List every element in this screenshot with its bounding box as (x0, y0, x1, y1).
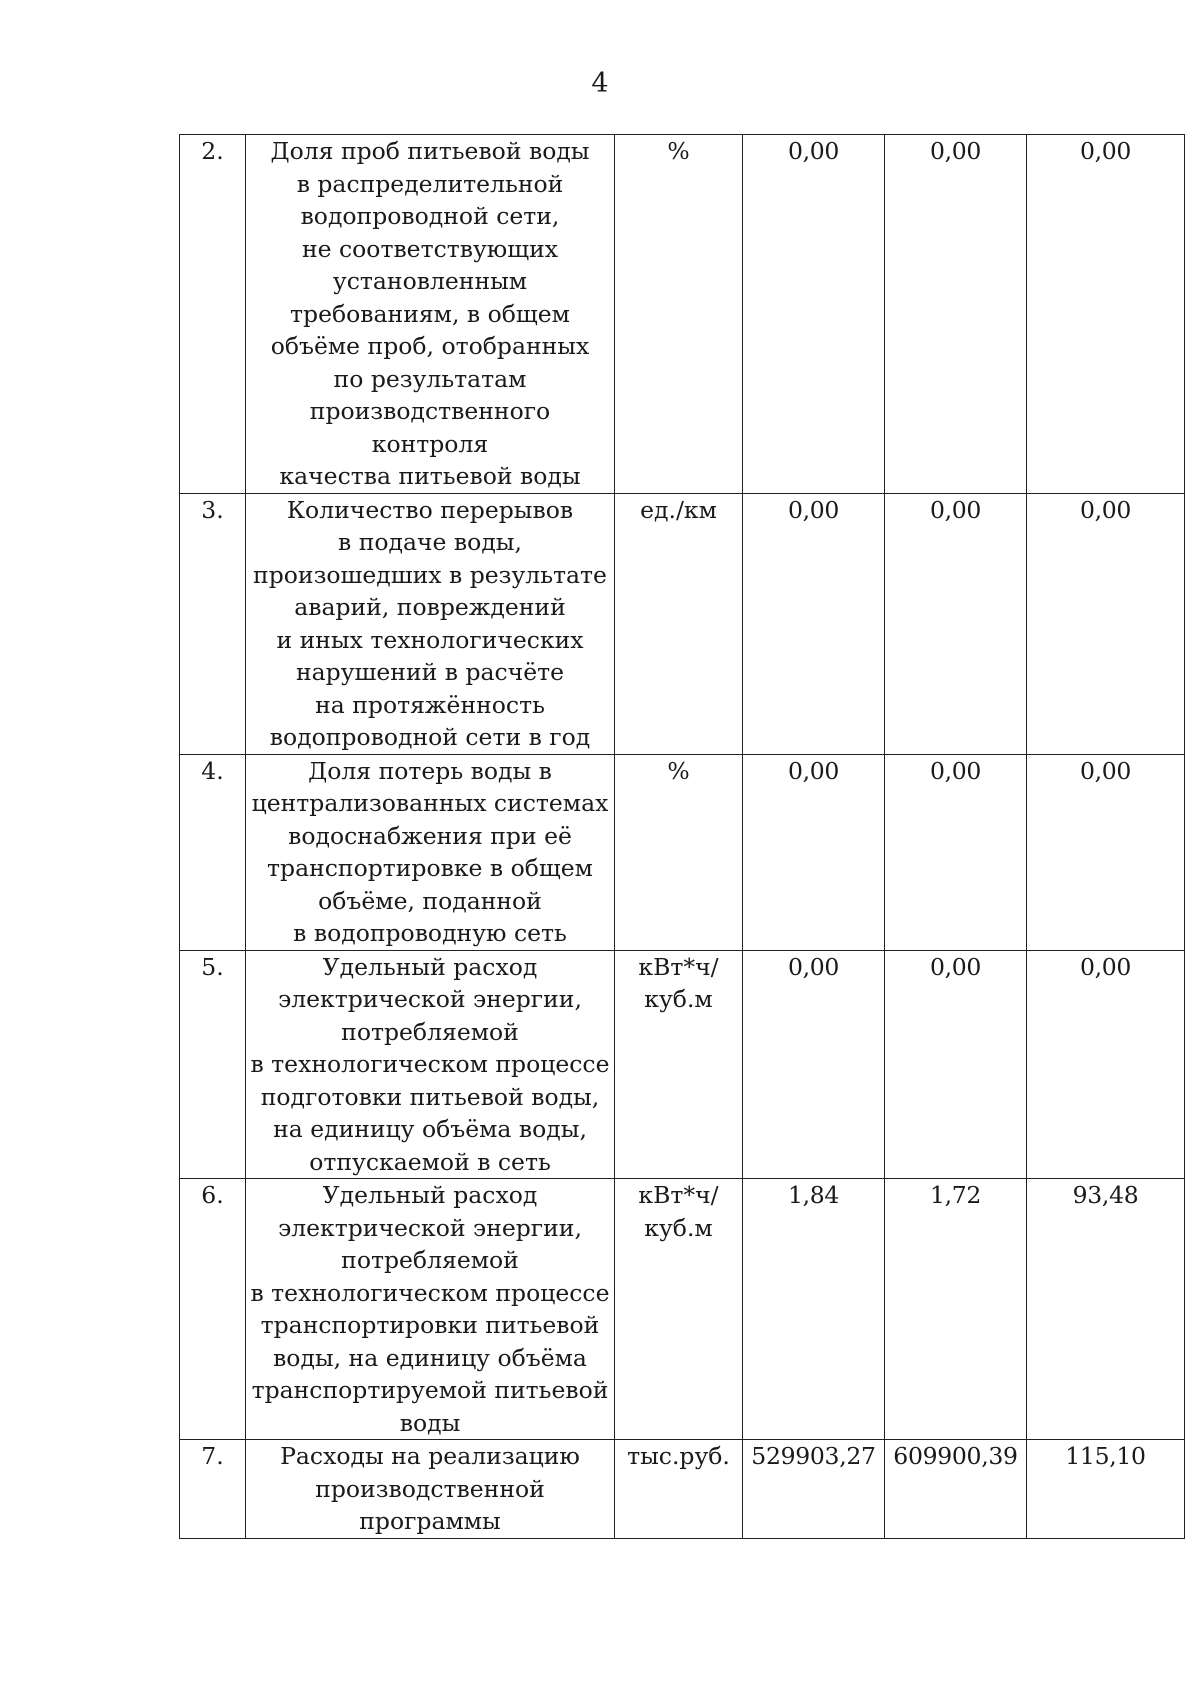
indicator-name: Удельный расход электрической энергии, потребляемой в технологическом процессе подготовки питьевой воды, на единицу объёма воды, отпускаемой в сеть (246, 950, 615, 1179)
unit-cell: % (615, 135, 743, 494)
row-number: 5. (180, 950, 246, 1179)
value-cell-1: 0,00 (743, 754, 885, 950)
row-number: 6. (180, 1179, 246, 1440)
value-cell-2: 0,00 (885, 135, 1027, 494)
value-cell-3: 0,00 (1027, 135, 1185, 494)
table-row (180, 1179, 1185, 1440)
indicator-name: Расходы на реализацию производственной программы (246, 1440, 615, 1539)
value-cell-1: 0,00 (743, 135, 885, 494)
value-cell-3: 0,00 (1027, 754, 1185, 950)
table-row (180, 135, 1185, 494)
value-cell-1: 0,00 (743, 493, 885, 754)
value-cell-2: 609900,39 (885, 1440, 1027, 1539)
row-number: 7. (180, 1440, 246, 1539)
value-cell-3: 0,00 (1027, 950, 1185, 1179)
unit-cell: кВт*ч/ куб.м (615, 950, 743, 1179)
indicator-name: Доля потерь воды в централизованных системах водоснабжения при её транспортировке в общем объёме, поданной в водопроводную сеть (246, 754, 615, 950)
value-cell-1: 529903,27 (743, 1440, 885, 1539)
value-cell-2: 0,00 (885, 493, 1027, 754)
indicator-name: Удельный расход электрической энергии, потребляемой в технологическом процессе транспортировки питьевой воды, на единицу объёма транспортируемой питьевой воды (246, 1179, 615, 1440)
indicator-name: Количество перерывов в подаче воды, произошедших в результате аварий, повреждений и иных технологических нарушений в расчёте на протяжённость водопроводной сети в год (246, 493, 615, 754)
row-number: 2. (180, 135, 246, 494)
value-cell-2: 0,00 (885, 754, 1027, 950)
indicators-table (179, 134, 1185, 1539)
value-cell-3: 0,00 (1027, 493, 1185, 754)
unit-cell: % (615, 754, 743, 950)
indicator-name: Доля проб питьевой воды в распределительной водопроводной сети, не соответствующих установленным требованиям, в общем объёме проб, отобранных по результатам производственного контроля качества питьевой воды (246, 135, 615, 494)
row-number: 3. (180, 493, 246, 754)
table-row (180, 754, 1185, 950)
value-cell-3: 115,10 (1027, 1440, 1185, 1539)
unit-cell: кВт*ч/ куб.м (615, 1179, 743, 1440)
page-number: 4 (591, 68, 609, 99)
table-row (180, 950, 1185, 1179)
value-cell-2: 0,00 (885, 950, 1027, 1179)
unit-cell: тыс.руб. (615, 1440, 743, 1539)
row-number: 4. (180, 754, 246, 950)
value-cell-2: 1,72 (885, 1179, 1027, 1440)
table-row (180, 493, 1185, 754)
value-cell-1: 1,84 (743, 1179, 885, 1440)
unit-cell: ед./км (615, 493, 743, 754)
value-cell-1: 0,00 (743, 950, 885, 1179)
table-row (180, 1440, 1185, 1539)
value-cell-3: 93,48 (1027, 1179, 1185, 1440)
